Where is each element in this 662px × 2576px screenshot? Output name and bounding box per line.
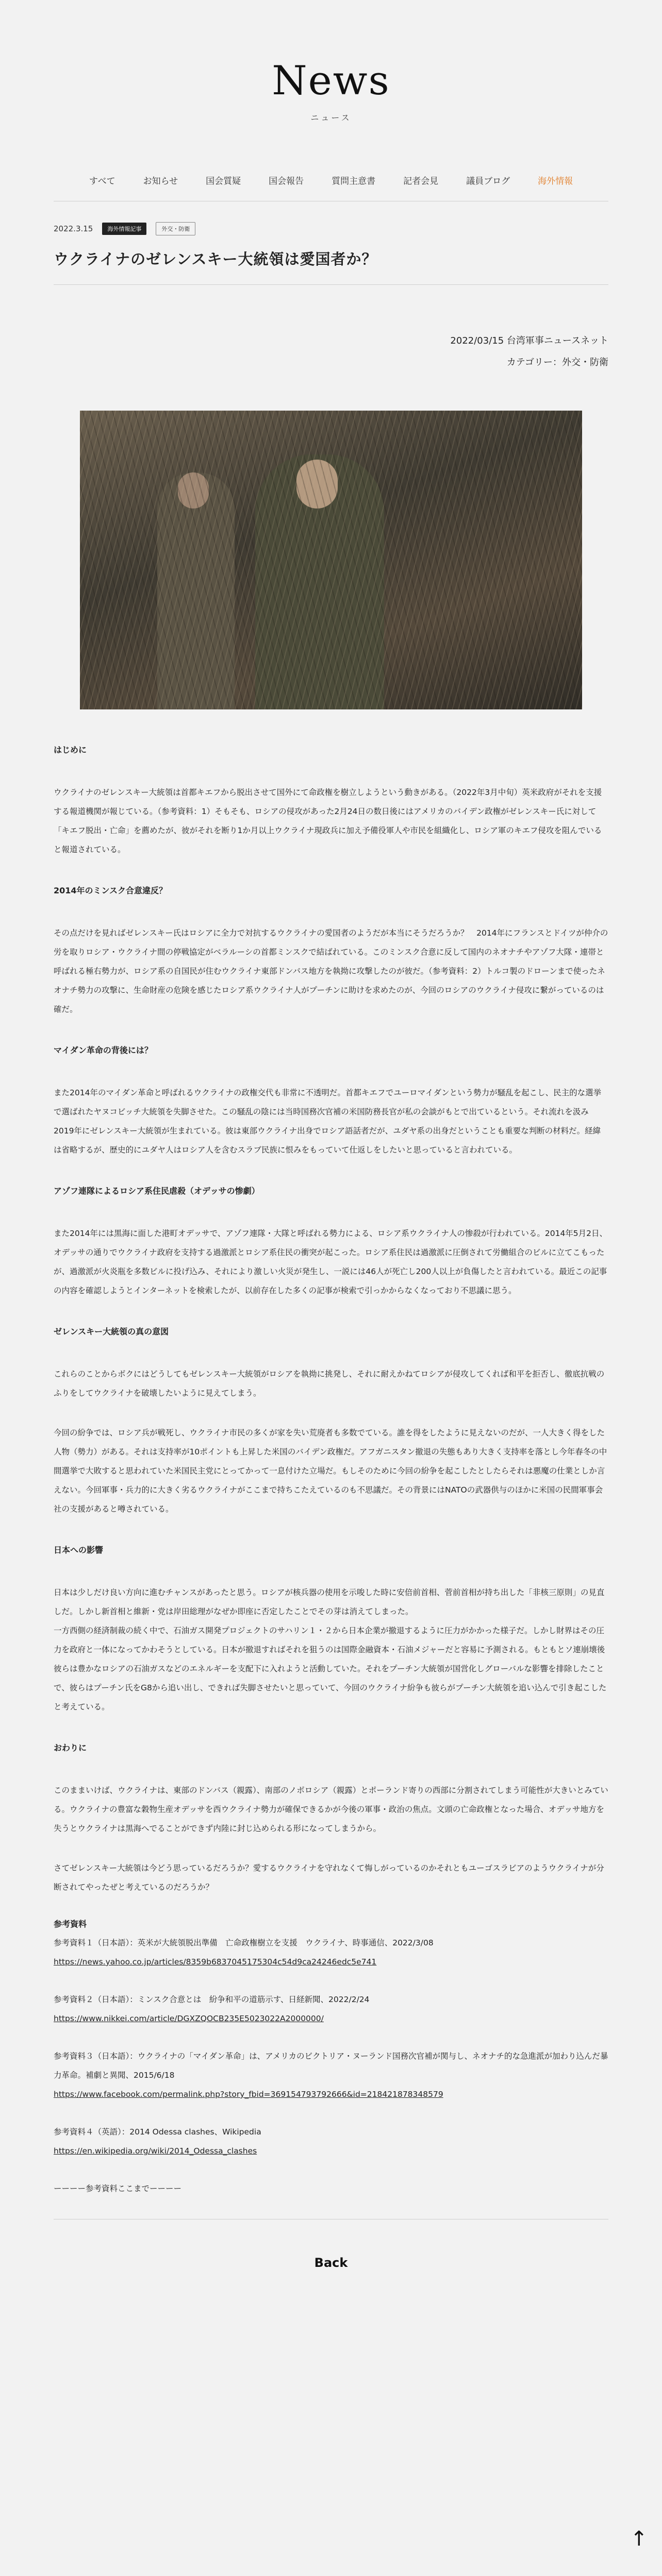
reference-link[interactable]: https://en.wikipedia.org/wiki/2014_Odessa_clashes [54,2146,257,2156]
section-paragraph: 日本は少しだけ良い方向に進むチャンスがあったと思う。ロシアが核兵器の使用を示唆した時に安倍前首相、菅前首相が持ち出した「非核三原則」の見直しだ。しかし新首相と維新・党は岸田総理がなぜか即座に否定したことでその芽は消えてしまった。 [54,1588,605,1616]
reference-link[interactable]: https://news.yahoo.co.jp/articles/8359b6837045175304c54d9ca24246edc5e741 [54,1957,377,1967]
site-title: News [272,58,390,104]
nav-item-diet-report[interactable]: 国会報告 [269,176,304,187]
article-byline [54,330,608,374]
article [54,222,608,2270]
nav-item-blog[interactable]: 議員ブログ [466,176,510,187]
scroll-to-top-icon[interactable]: ↑ [630,2527,648,2551]
article-body [54,709,608,2198]
byline-category: カテゴリー：外交・防衛 [506,357,608,368]
section-heading: アゾフ連隊によるロシア系住民虐殺（オデッサの惨劇） [54,1186,260,1196]
reference-label: 参考資料２（日本語）：ミンスク合意とは 紛争和平の道筋示す、日経新聞、2022/2/24 [54,1995,370,2004]
tag-overseas[interactable]: 海外情報記事 [102,223,146,235]
section-paragraph: 一方西側の経済制裁の続く中で、石油ガス開発プロジェクトのサハリン１・２から日本企業が撤退するように圧力がかかった様子だ。しかし財界はその圧力を政府と一体になってかわそうとしている。日本が撤退すればそれを狙うのは国際金融資本・石油メジャーだと容易に予測される。もともとソ連崩壊後彼らは豊かなロシアの石油ガスなどのエネルギーを支配下に入れようと活動していた。それをプーチン大統領が国営化しグローバルな影響を排除したことで、彼らはプーチン氏をG8から追い出し、できれば失脚させたいと思っていて、今回のウクライナ紛争も彼らがプーチン大統領を追い込んで引き起こしたと考えている。 [54,1626,607,1711]
article-meta [54,222,608,235]
back-area [54,2256,608,2270]
site-subtitle: ニュース [310,113,352,123]
section-paragraph: さてゼレンスキー大統領は今どう思っているだろうか？愛するウクライナを守れなくて悔しがっているのかそれともユーゴスラビアのようウクライナが分断されてやったぜと考えているのだろうか？ [54,1863,604,1892]
byline-source: 2022/03/15 台湾軍事ニュースネット [450,335,608,346]
site-header [0,0,662,187]
nav-item-written-questions[interactable]: 質問主意書 [332,176,376,187]
references-end: ーーーー参考資料ここまでーーーー [54,2184,182,2193]
reference-link[interactable]: https://www.nikkei.com/article/DGXZQOCB235E5023022A2000000/ [54,2014,324,2023]
nav-item-press-conference[interactable]: 記者会見 [403,176,439,187]
references [54,1914,608,2198]
back-link[interactable]: Back [314,2256,348,2270]
category-nav [0,174,662,187]
reference-link[interactable]: https://www.facebook.com/permalink.php?story_fbid=369154793792666&id=218421878348579 [54,2090,443,2099]
section-paragraph: 今回の紛争では、ロシア兵が戦死し、ウクライナ市民の多くが家を失い荒廃者も多数でている。誰を得をしたように見えないのだが、一人大きく得をした人物（勢力）がある。それは支持率が10ポイントも上昇した米国のバイデン政権だ。アフガニスタン撤退の失態もあり大きく支持率を落とし今年春冬の中間選挙で大敗すると思われていた米国民主党にとってかって一息付けた立場だ。もしそのために今回の紛争を起こしたとしたらそれは悪魔の仕業としか言えない。今回軍事・兵力的に大きく劣るウクライナがここまで持ちこたえているのも不思議だ。その背景にはNATOの武器供与のほかに米国の民間軍事会社の支援があると噂されている。 [54,1428,607,1514]
reference-label: 参考資料１（日本語）：英米が大統領脱出準備 亡命政権樹立を支援 ウクライナ、時事通信、2022/3/08 [54,1938,434,1947]
section-paragraph: その点だけを見ればゼレンスキー氏はロシアに全力で対抗するウクライナの愛国者のようだが本当にそうだろうか？ 2014年にフランスとドイツが仲介の労を取りロシア・ウクライナ間の停戦協定がベラルーシの首都ミンスクで結ばれている。このミンスク合意に反して国内のネオナチやアゾフ大隊・連帯と呼ばれる極右勢力が、ロシア系の自国民が住むウクライナ東部ドンバス地方を執拗に攻撃したのが彼だ。（参考資料：2）トルコ製のドローンまで使ったネオナチ勢力の攻撃に、生命財産の危険を感じたロシア系ウクライナ人がプーチンに助けを求めたのが、今回のロシアのウクライナ侵攻に繋がっているのは確だ。 [54,928,608,1014]
article-photo [80,411,582,709]
nav-item-all[interactable]: すべて [89,176,115,187]
tag-diplomacy[interactable]: 外交・防衛 [156,222,195,235]
section-paragraph: ウクライナのゼレンスキー大統領は首都キエフから脱出させて国外にて命政権を樹立しようという動きがある。（2022年3月中旬）英米政府がそれを支援する報道機関が報じている。（参考資料：1）そもそも、ロシアの侵攻があった2月24日の数日後にはアメリカのバイデン政権がゼレンスキー氏に対して「キエフ脱出・亡命」を薦めたが、彼がそれを断り1か月以上ウクライナ現政兵に加え予備役軍人や市民を組織化し、ロシア軍のキエフ侵攻を阻んでいると報道されている。 [54,788,602,854]
section-heading: 日本への影響 [54,1545,104,1555]
nav-item-diet-questions[interactable]: 国会質疑 [206,176,241,187]
reference-label: 参考資料３（日本語）：ウクライナの「マイダン革命」は、アメリカのビクトリア・ヌーランド国務次官補が関与し、ネオナチ的な急進派が加わり込んだ暴力革命。補劇と異聞、2015/6/18 [54,2052,608,2080]
section-paragraph: これらのことからボクにはどうしてもゼレンスキー大統領がロシアを執拗に挑発し、それに耐えかねてロシアが侵攻してくれば和平を拒否し、徹底抗戦のふりをしてウクライナを破壊したいように見えてしまう。 [54,1369,605,1398]
section-heading: 2014年のミンスク合意違反？ [54,886,168,895]
nav-item-news[interactable]: お知らせ [143,176,178,187]
section-heading: おわりに [54,1743,87,1753]
section-paragraph: このままいけば、ウクライナは、東部のドンバス（親露）、南部のノボロシア（親露）とポーランド寄りの西部に分割されてしまう可能性が大きいとみている。ウクライナの豊富な穀物生産オデッサを西ウクライナ勢力が確保できるかが今後の軍事・政治の焦点。文頭の亡命政権となった場合、オデッサ地方を失うとウクライナは黒海へでることができず内陸に封じ込められる形になってしまうから。 [54,1786,608,1833]
article-title: ウクライナのゼレンスキー大統領は愛国者か？ [54,250,377,268]
title-divider [54,284,608,285]
photo-grass-overlay [80,411,582,709]
reference-label: 参考資料４（英語）：2014 Odessa clashes、Wikipedia [54,2127,261,2137]
section-paragraph: また2014年には黒海に面した港町オデッサで、アゾフ連隊・大隊と呼ばれる勢力による、ロシア系ウクライナ人の惨殺が行われている。2014年5月2日、オデッサの通りでウクライナ政府を支持する過激派とロシア系住民の衝突が起こった。ロシア系住民は過激派に圧倒されて労働組合のビルに立てこもったが、過激派が火炎瓶を多数ビルに投げ込み、それにより激しい火災が発生し、一説には46人が死亡し200人以上が負傷したと言われている。最近この記事の内容を確認しようとインターネットを検索したが、以前存在した多くの記事が検索で引っかからなくなっており不思議に思う。 [54,1229,608,1295]
section-heading: ゼレンスキー大統領の真の意図 [54,1327,169,1336]
section-paragraph: また2014年のマイダン革命と呼ばれるウクライナの政権交代も非常に不透明だ。首都キエフでユーロマイダンという勢力が騒乱を起こし、民主的な選挙で選ばれたヤヌコビッチ大統領を失脚させた。この騒乱の陰には当時国務次官補の米国防務長官が私の会談がもとで出ているという。それ流れを汲み2019年にゼレンスキー大統領が生まれている。彼は東部ウクライナ出身でロシア語話者だが、ユダヤ系の出身だということも重要な判断の材料だ。経緯は省略するが、歴史的にユダヤ人はロシア人を含むスラブ民族に恨みをもっていて仕返しをしたいと思っていると言われている。 [54,1088,602,1155]
references-heading: 参考資料 [54,1919,87,1929]
nav-item-overseas[interactable]: 海外情報 [538,176,573,187]
article-date: 2022.3.15 [54,224,93,233]
section-heading: マイダン革命の背後には？ [54,1045,153,1055]
section-heading: はじめに [54,745,87,755]
